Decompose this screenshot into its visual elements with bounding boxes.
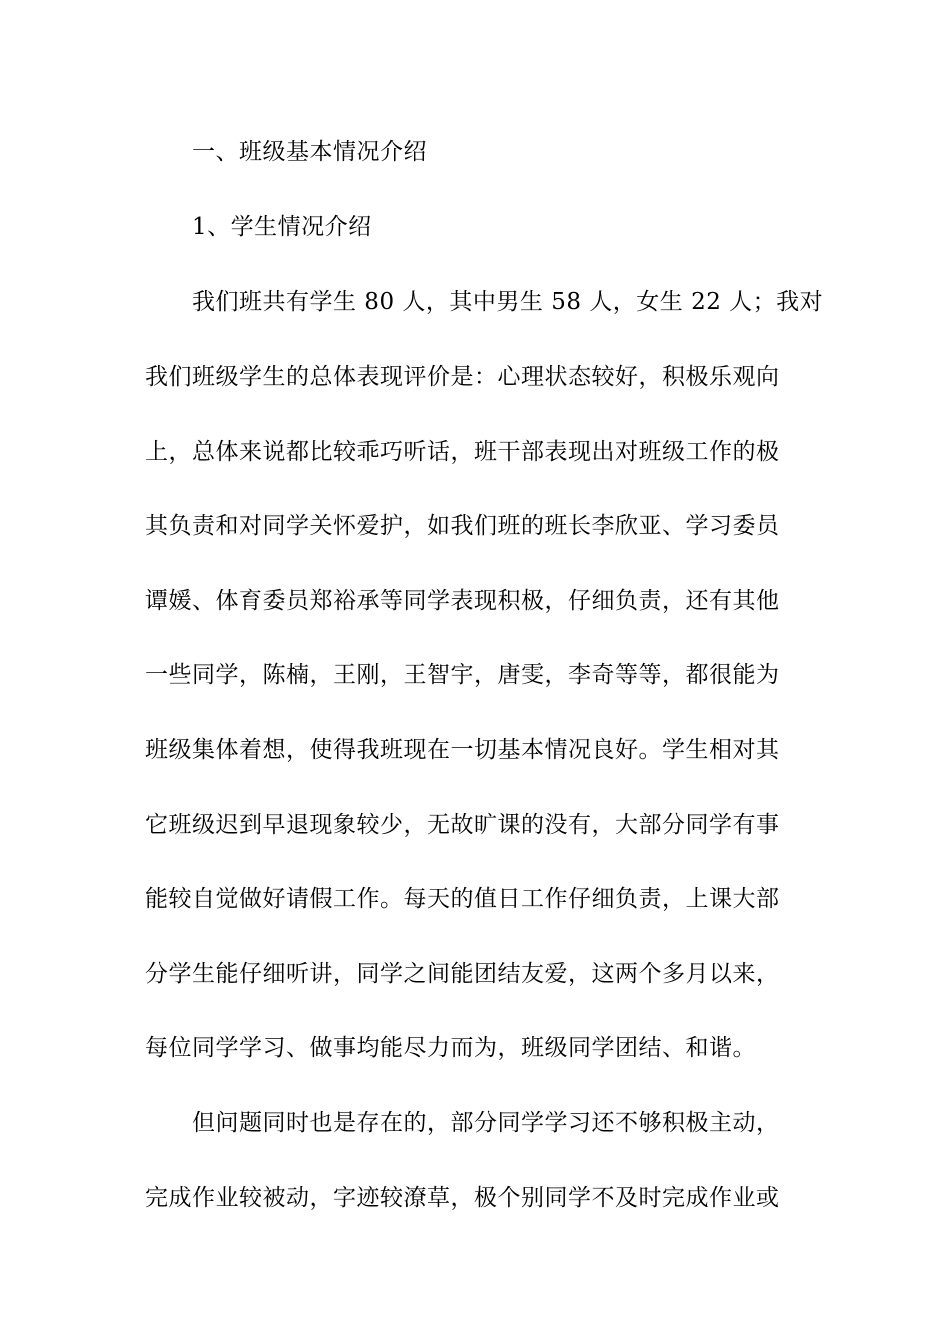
paragraph-line: 一些同学，陈楠，王刚，王智宇，唐雯，李奇等等，都很能为 xyxy=(145,662,780,688)
paragraph-line: 但问题同时也是存在的，部分同学学习还不够积极主动， xyxy=(192,1110,780,1136)
paragraph-line: 分学生能仔细听讲，同学之间能团结友爱，这两个多月以来， xyxy=(145,961,780,987)
subsection-heading: 1、学生情况介绍 xyxy=(192,214,372,240)
paragraph-line: 谭媛、体育委员郑裕承等同学表现积极，仔细负责，还有其他 xyxy=(145,588,780,614)
paragraph-line: 每位同学学习、做事均能尽力而为，班级同学团结、和谐。 xyxy=(145,1035,756,1061)
paragraph-line: 上，总体来说都比较乖巧听话，班干部表现出对班级工作的极 xyxy=(145,439,780,465)
paragraph-line: 其负责和对同学关怀爱护，如我们班的班长李欣亚、学习委员 xyxy=(145,513,780,539)
paragraph-line: 我们班共有学生 80 人，其中男生 58 人，女生 22 人；我对 xyxy=(192,289,824,315)
section-heading: 一、班级基本情况介绍 xyxy=(192,139,427,165)
paragraph-line: 我们班级学生的总体表现评价是：心理状态较好，积极乐观向 xyxy=(145,364,780,390)
paragraph-line: 完成作业较被动，字迹较潦草，极个别同学不及时完成作业或 xyxy=(145,1185,780,1211)
paragraph-line: 班级集体着想，使得我班现在一切基本情况良好。学生相对其 xyxy=(145,737,780,763)
paragraph-line: 能较自觉做好请假工作。每天的值日工作仔细负责，上课大部 xyxy=(145,886,780,912)
paragraph-line: 它班级迟到早退现象较少，无故旷课的没有，大部分同学有事 xyxy=(145,812,780,838)
